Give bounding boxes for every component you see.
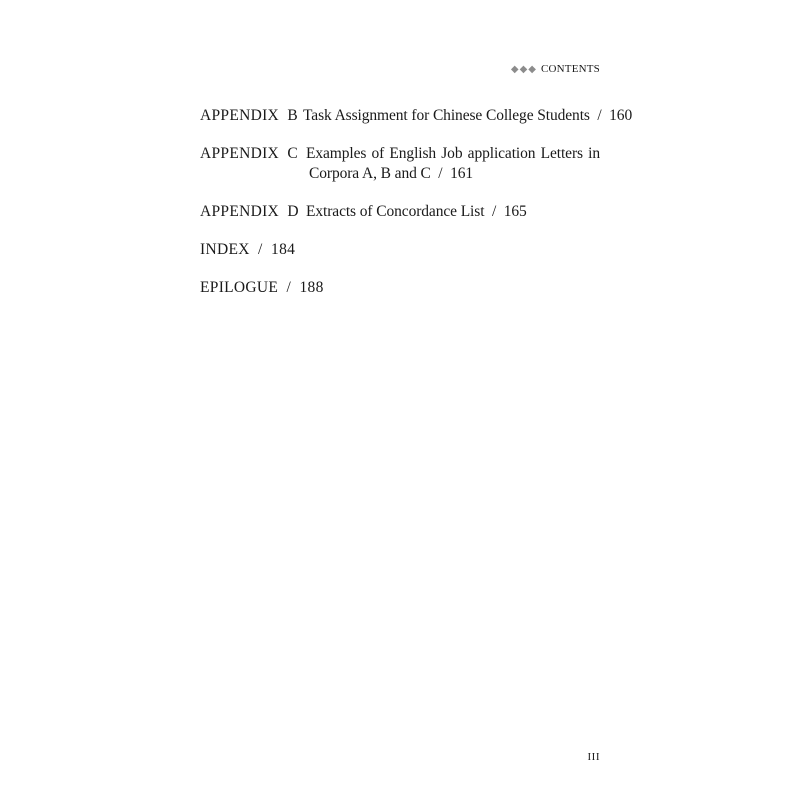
toc-entry-label: APPENDIX D <box>200 203 299 220</box>
toc-entry-label: INDEX / 184 <box>200 241 296 258</box>
diamond-ornament-icon: ◆◆◆ <box>510 63 537 75</box>
toc-entry-title <box>306 144 600 184</box>
toc-entry-label: APPENDIX B <box>200 107 299 124</box>
running-head <box>511 63 600 75</box>
toc-entry-label: APPENDIX C <box>200 145 299 162</box>
toc-entry-title-line: Corpora A, B and C / 161 <box>309 165 474 182</box>
toc-entry-appendix-b <box>200 106 633 126</box>
table-of-contents <box>200 106 633 316</box>
running-head-label: CONTENTS <box>540 63 600 75</box>
toc-entry-appendix-c <box>200 144 600 184</box>
toc-entry-epilogue <box>200 278 600 298</box>
page-number: III <box>587 751 600 763</box>
toc-entry-title: Extracts of Concordance List / 165 <box>306 203 527 220</box>
toc-entry-title-line: Examples of English Job application Letters in <box>306 145 600 162</box>
toc-entry-index <box>200 240 600 260</box>
toc-entry-title: Task Assignment for Chinese College Students / 160 <box>303 107 633 124</box>
toc-entry-label: EPILOGUE / 188 <box>200 279 324 296</box>
toc-entry-appendix-d <box>200 202 600 222</box>
